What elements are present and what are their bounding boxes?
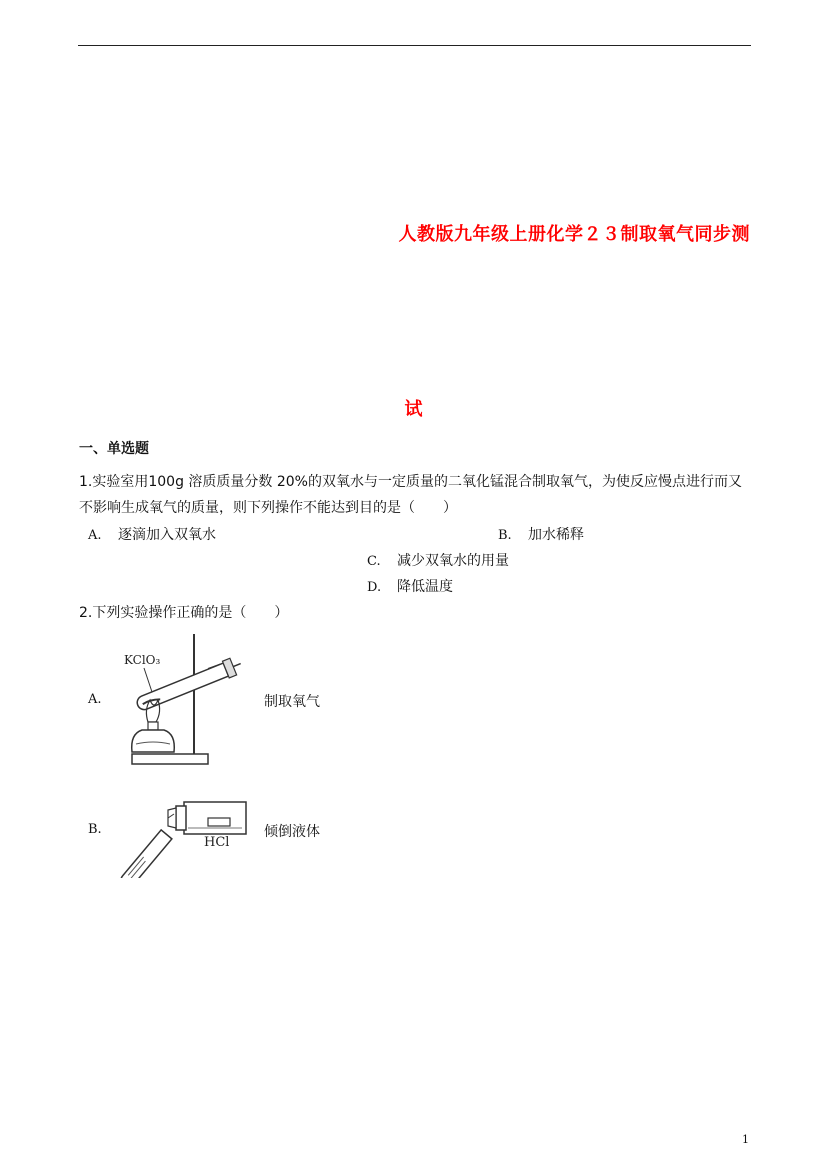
option-label: A. xyxy=(88,528,102,543)
option-label: B. xyxy=(498,528,512,543)
q2-option-b-caption: 倾倒液体 xyxy=(264,824,320,840)
question-1-line-2: 不影响生成氧气的质量，则下列操作不能达到目的是（ ） xyxy=(79,500,457,516)
q2-option-a-caption: 制取氧气 xyxy=(264,694,320,710)
pouring-liquid-figure xyxy=(118,788,253,878)
question-2-line-1: 2.下列实验操作正确的是（ ） xyxy=(79,605,289,621)
option-label: D. xyxy=(367,580,382,595)
document-title: 人教版九年级上册化学２３制取氧气同步测 xyxy=(398,224,750,245)
q1-option-c[interactable] xyxy=(367,550,509,570)
q1-option-b[interactable] xyxy=(498,524,584,544)
oxygen-apparatus-figure xyxy=(118,630,248,770)
section-heading: 一、单选题 xyxy=(79,441,149,457)
question-1-line-1: 1.实验室用100g 溶质质量分数 20%的双氧水与一定质量的二氧化锰混合制取氧气，为使反应慢点进行而又 xyxy=(79,474,742,490)
option-label: C. xyxy=(367,554,381,569)
hcl-label: HCl xyxy=(204,835,230,850)
option-text: 加水稀释 xyxy=(528,527,584,543)
q1-option-d[interactable] xyxy=(367,576,453,596)
header-rule xyxy=(78,45,751,46)
q1-option-a[interactable] xyxy=(88,524,216,544)
q2-option-b-label[interactable]: B. xyxy=(88,822,102,837)
kclo3-label: KClO₃ xyxy=(124,653,161,667)
q2-option-a-label[interactable]: A. xyxy=(88,692,102,707)
option-text: 逐滴加入双氧水 xyxy=(118,527,216,543)
document-title-continued: 试 xyxy=(404,399,423,420)
option-text: 减少双氧水的用量 xyxy=(397,553,509,569)
page-number: 1 xyxy=(742,1133,749,1146)
option-text: 降低温度 xyxy=(397,579,453,595)
